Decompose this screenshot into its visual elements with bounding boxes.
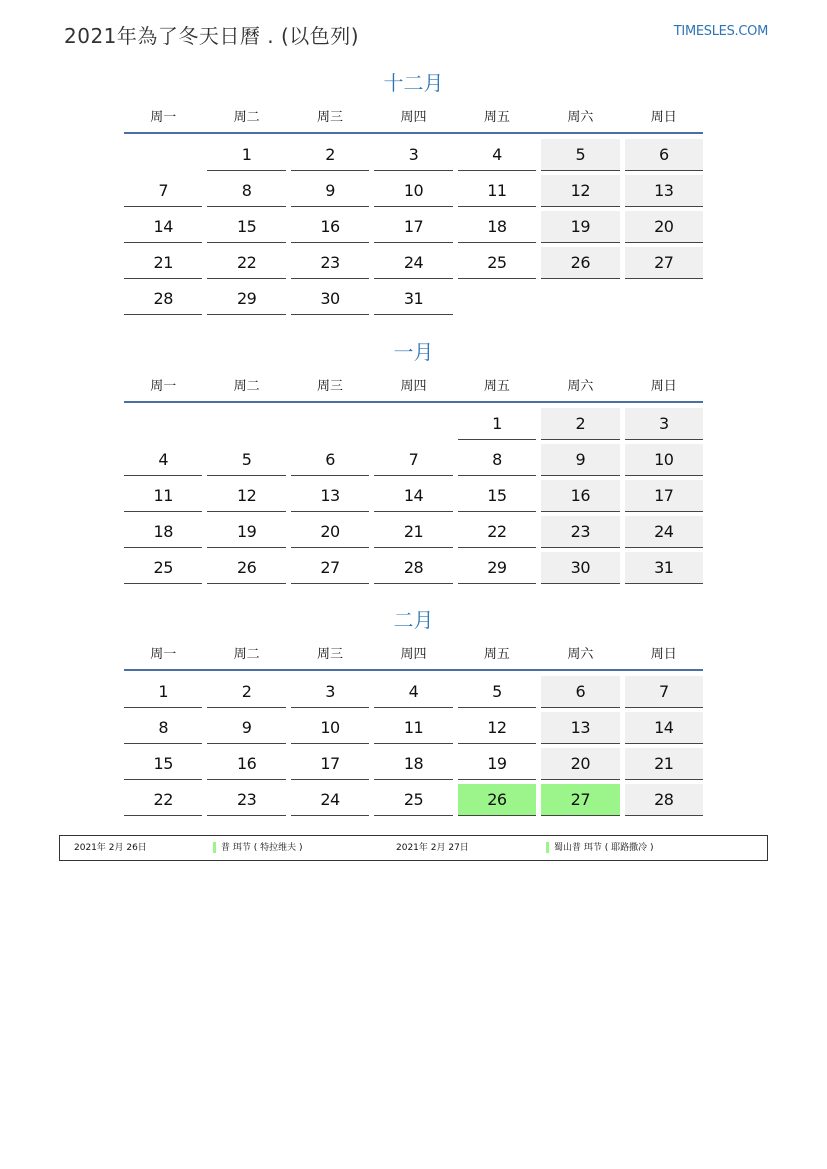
day-cell[interactable]: 16 — [291, 211, 369, 243]
holiday-day-cell[interactable]: 27 — [541, 784, 619, 816]
day-cell[interactable]: 13 — [291, 480, 369, 512]
day-cell[interactable]: 29 — [458, 552, 536, 584]
day-cell[interactable]: 25 — [458, 247, 536, 279]
day-cell[interactable]: 23 — [207, 784, 285, 816]
day-cell[interactable]: 6 — [541, 676, 619, 708]
day-cell[interactable]: 15 — [207, 211, 285, 243]
day-cell[interactable]: 18 — [458, 211, 536, 243]
month-name: 一月 — [393, 340, 434, 364]
month-name: 二月 — [393, 608, 434, 632]
weekday-label: 周二 — [233, 378, 260, 394]
day-cell[interactable]: 1 — [458, 408, 536, 440]
weekday-label: 周六 — [567, 109, 594, 125]
weekday-header — [124, 367, 703, 403]
weekday-label: 周日 — [650, 646, 677, 662]
day-cell[interactable]: 17 — [291, 748, 369, 780]
day-cell[interactable]: 15 — [458, 480, 536, 512]
holiday-color-marker — [213, 842, 216, 853]
day-cell[interactable]: 24 — [291, 784, 369, 816]
day-grid — [124, 676, 703, 820]
weekday-label: 周三 — [317, 646, 344, 662]
legend-date: 2021年 2月 27日 — [396, 843, 469, 853]
day-cell[interactable]: 28 — [124, 283, 202, 315]
day-cell[interactable]: 4 — [124, 444, 202, 476]
empty-cell — [625, 283, 703, 314]
day-cell[interactable]: 11 — [458, 175, 536, 207]
day-cell[interactable]: 23 — [291, 247, 369, 279]
day-cell[interactable]: 18 — [124, 516, 202, 548]
day-cell[interactable]: 20 — [541, 748, 619, 780]
holiday-day-cell[interactable]: 26 — [458, 784, 536, 816]
day-cell[interactable]: 21 — [625, 748, 703, 780]
weekday-label: 周二 — [233, 109, 260, 125]
empty-cell — [124, 408, 202, 439]
empty-cell — [374, 408, 452, 439]
day-cell[interactable]: 2 — [207, 676, 285, 708]
day-cell[interactable]: 9 — [207, 712, 285, 744]
day-cell[interactable]: 7 — [124, 175, 202, 207]
day-cell[interactable]: 14 — [374, 480, 452, 512]
weekday-header — [124, 635, 703, 671]
weekday-label: 周六 — [567, 646, 594, 662]
legend-date: 2021年 2月 26日 — [74, 843, 147, 853]
day-cell[interactable]: 8 — [458, 444, 536, 476]
day-cell[interactable]: 16 — [541, 480, 619, 512]
day-cell[interactable]: 5 — [541, 139, 619, 171]
weekday-label: 周四 — [400, 646, 427, 662]
day-cell[interactable]: 15 — [124, 748, 202, 780]
weekday-label: 周四 — [400, 109, 427, 125]
day-cell[interactable]: 31 — [625, 552, 703, 584]
day-cell[interactable]: 23 — [541, 516, 619, 548]
day-cell[interactable]: 28 — [625, 784, 703, 816]
day-cell[interactable]: 4 — [374, 676, 452, 708]
legend-holiday-name: 普 珥节 ( 特拉维夫 ) — [221, 843, 303, 853]
day-cell[interactable]: 26 — [541, 247, 619, 279]
month-block — [124, 605, 703, 820]
day-cell[interactable]: 25 — [124, 552, 202, 584]
month-block — [124, 337, 703, 588]
day-cell[interactable]: 27 — [625, 247, 703, 279]
weekday-label: 周五 — [483, 378, 510, 394]
day-cell[interactable]: 11 — [374, 712, 452, 744]
day-cell[interactable]: 22 — [207, 247, 285, 279]
holiday-color-marker — [546, 842, 549, 853]
day-cell[interactable]: 4 — [458, 139, 536, 171]
day-cell[interactable]: 25 — [374, 784, 452, 816]
day-cell[interactable]: 21 — [374, 516, 452, 548]
day-cell[interactable]: 13 — [625, 175, 703, 207]
day-cell[interactable]: 17 — [374, 211, 452, 243]
holiday-legend — [59, 835, 768, 861]
day-cell[interactable]: 14 — [625, 712, 703, 744]
day-cell[interactable]: 24 — [374, 247, 452, 279]
day-cell[interactable]: 2 — [291, 139, 369, 171]
empty-cell — [207, 408, 285, 439]
day-cell[interactable]: 12 — [458, 712, 536, 744]
day-cell[interactable]: 6 — [625, 139, 703, 171]
weekday-label: 周日 — [650, 378, 677, 394]
weekday-label: 周四 — [400, 378, 427, 394]
day-cell[interactable]: 27 — [291, 552, 369, 584]
day-cell[interactable]: 19 — [541, 211, 619, 243]
weekday-label: 周二 — [233, 646, 260, 662]
day-cell[interactable]: 17 — [625, 480, 703, 512]
day-cell[interactable]: 16 — [207, 748, 285, 780]
day-cell[interactable]: 10 — [374, 175, 452, 207]
empty-cell — [124, 139, 202, 170]
day-cell[interactable]: 2 — [541, 408, 619, 440]
day-cell[interactable]: 19 — [458, 748, 536, 780]
day-cell[interactable]: 30 — [291, 283, 369, 315]
brand-logo[interactable]: TIMESLES.COM — [673, 24, 768, 39]
weekday-label: 周一 — [150, 378, 177, 394]
day-cell[interactable]: 20 — [625, 211, 703, 243]
day-cell[interactable]: 8 — [207, 175, 285, 207]
day-cell[interactable]: 7 — [625, 676, 703, 708]
weekday-header — [124, 98, 703, 134]
empty-cell — [291, 408, 369, 439]
page-title: 2021年為了冬天日曆 . (以色列) — [64, 24, 360, 48]
weekday-label: 周五 — [483, 109, 510, 125]
day-cell[interactable]: 10 — [625, 444, 703, 476]
weekday-label: 周五 — [483, 646, 510, 662]
month-block — [124, 68, 703, 319]
day-cell[interactable]: 5 — [458, 676, 536, 708]
day-cell[interactable]: 22 — [124, 784, 202, 816]
day-cell[interactable]: 6 — [291, 444, 369, 476]
day-cell[interactable]: 12 — [207, 480, 285, 512]
day-cell[interactable]: 3 — [625, 408, 703, 440]
day-cell[interactable]: 9 — [541, 444, 619, 476]
day-cell[interactable]: 19 — [207, 516, 285, 548]
day-grid — [124, 408, 703, 588]
day-cell[interactable]: 20 — [291, 516, 369, 548]
empty-cell — [541, 283, 619, 314]
day-cell[interactable]: 18 — [374, 748, 452, 780]
weekday-label: 周一 — [150, 109, 177, 125]
day-cell[interactable]: 3 — [374, 139, 452, 171]
day-cell[interactable]: 13 — [541, 712, 619, 744]
day-cell[interactable]: 11 — [124, 480, 202, 512]
day-cell[interactable]: 10 — [291, 712, 369, 744]
weekday-label: 周三 — [317, 109, 344, 125]
day-cell[interactable]: 28 — [374, 552, 452, 584]
day-cell[interactable]: 22 — [458, 516, 536, 548]
day-cell[interactable]: 1 — [124, 676, 202, 708]
legend-holiday-name: 蜀山普 珥节 ( 耶路撒冷 ) — [554, 843, 654, 853]
day-cell[interactable]: 12 — [541, 175, 619, 207]
day-cell[interactable]: 1 — [207, 139, 285, 171]
day-cell[interactable]: 24 — [625, 516, 703, 548]
day-cell[interactable]: 29 — [207, 283, 285, 315]
weekday-label: 周三 — [317, 378, 344, 394]
day-cell[interactable]: 30 — [541, 552, 619, 584]
day-cell[interactable]: 9 — [291, 175, 369, 207]
empty-cell — [458, 283, 536, 314]
day-cell[interactable]: 3 — [291, 676, 369, 708]
day-cell[interactable]: 5 — [207, 444, 285, 476]
day-cell[interactable]: 31 — [374, 283, 452, 315]
weekday-label: 周六 — [567, 378, 594, 394]
month-name: 十二月 — [383, 71, 444, 95]
day-cell[interactable]: 14 — [124, 211, 202, 243]
day-cell[interactable]: 8 — [124, 712, 202, 744]
day-cell[interactable]: 26 — [207, 552, 285, 584]
weekday-label: 周一 — [150, 646, 177, 662]
day-cell[interactable]: 21 — [124, 247, 202, 279]
day-grid — [124, 139, 703, 319]
day-cell[interactable]: 7 — [374, 444, 452, 476]
weekday-label: 周日 — [650, 109, 677, 125]
